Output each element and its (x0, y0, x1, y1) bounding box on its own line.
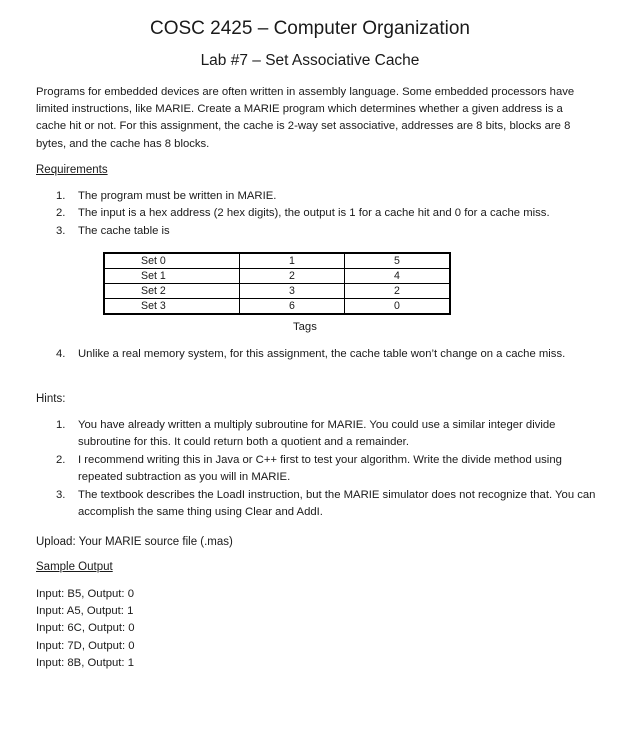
requirements-list (56, 188, 596, 240)
hints-heading: Hints: (36, 393, 66, 405)
sample-output-heading: Sample Output (36, 561, 113, 573)
sample-output-line: Input: A5, Output: 1 (36, 605, 134, 618)
hint-item: 1. You have already written a multiply subroutine for MARIE. You could use a similar integer divide subroutine for this. It could return both a quotient and a remainder. (56, 419, 556, 449)
upload-instruction: Upload: Your MARIE source file (.mas) (36, 536, 233, 548)
sample-output-line: Input: B5, Output: 0 (36, 588, 134, 600)
set-label: Set 1 (104, 269, 240, 284)
sample-output-line: Input: 8B, Output: 1 (36, 656, 134, 669)
set-label: Set 3 (104, 299, 240, 315)
requirement-4-list (56, 346, 588, 363)
tag-cell: 4 (345, 269, 451, 284)
table-row (104, 284, 450, 299)
hint-item: 3. The textbook describes the LoadI instruction, but the MARIE simulator does not recognize that. You can accomplish the same thing using Clear and AddI. (56, 488, 596, 519)
requirement-item: 3. The cache table is (56, 224, 170, 237)
tag-cell: 2 (240, 269, 345, 284)
requirement-item: 1. The program must be written in MARIE. (56, 190, 277, 202)
sample-output-list (36, 586, 135, 672)
tag-cell: 5 (345, 253, 451, 269)
hints-list (56, 417, 598, 521)
sample-output-line: Input: 7D, Output: 0 (36, 639, 135, 652)
set-label: Set 0 (104, 253, 240, 269)
set-label: Set 2 (104, 284, 240, 299)
table-row (104, 269, 450, 284)
lab-title: Lab #7 – Set Associative Cache (200, 52, 420, 69)
requirements-heading: Requirements (36, 164, 108, 176)
table-caption: Tags (293, 321, 317, 333)
tag-cell: 2 (345, 284, 451, 299)
table-row (104, 299, 450, 315)
course-title: COSC 2425 – Computer Organization (150, 18, 470, 39)
tag-cell: 6 (240, 299, 345, 315)
cache-table (103, 252, 451, 315)
tag-cell: 1 (240, 253, 345, 269)
sample-output-line: Input: 6C, Output: 0 (36, 622, 135, 635)
hint-item: 2. I recommend writing this in Java or C++ first to test your algorithm. Write the divide method using repeated subtraction as you will in MARIE. (56, 453, 562, 484)
requirement-item: 4. Unlike a real memory system, for this assignment, the cache table won’t change on a cache miss. (56, 348, 566, 360)
intro-paragraph: Programs for embedded devices are often written in assembly language. Some embedded processors have limited instructions, like MARIE. Create a MARIE program which determines whether a given address is a cache hit or not. For this assignment, the cache is 2-way set associative, addresses are 8 bits, blocks are 8 bytes, and the cache has 8 blocks. (36, 86, 575, 150)
requirement-item: 2. The input is a hex address (2 hex digits), the output is 1 for a cache hit and 0 for a cache miss. (56, 207, 550, 220)
tag-cell: 0 (345, 299, 451, 315)
table-row (104, 253, 450, 269)
tag-cell: 3 (240, 284, 345, 299)
